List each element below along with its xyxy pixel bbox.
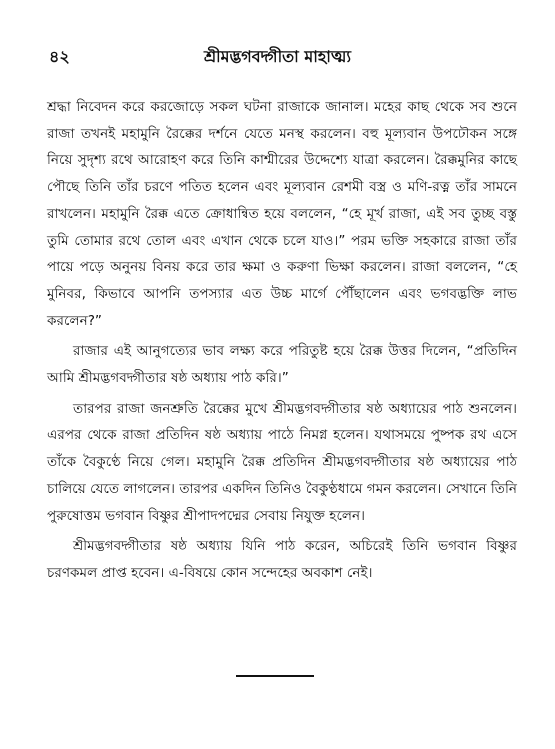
paragraph-2: রাজার এই আনুগত্যের ভাব লক্ষ্য করে পরিতুষ্ট হয়ে রৈক্ক উত্তর দিলেন, “প্রতিদিন আমি শ্রীমদ্ভগবদ্গীতার ষষ্ঠ অধ্যায় পাঠ করি।” xyxy=(47,343,517,387)
page-number: ৪২ xyxy=(49,47,70,66)
paragraph-4: শ্রীমদ্ভগবদ্গীতার ষষ্ঠ অধ্যায় যিনি পাঠ করেন, অচিরেই তিনি ভগবান বিষ্ণুর চরণকমল প্রাপ্ত হবেন। এ-বিষয়ে কোন সন্দেহের অবকাশ নেই। xyxy=(47,538,517,581)
section-end-rule xyxy=(236,675,314,677)
running-title: শ্রীমদ্ভগবদ্গীতা মাহাত্ম্য xyxy=(203,47,352,66)
paragraph-3: তারপর রাজা জনশ্রুতি রৈক্কের মুখে শ্রীমদ্ভগবদ্গীতার ষষ্ঠ অধ্যায়ের পাঠ শুনলেন। এরপর থেকে রাজা প্রতিদিন ষষ্ঠ অধ্যায় পাঠে নিমগ্ন হলেন। যথাসময়ে পুষ্পক রথ এসে তাঁকে বৈকুণ্ঠে নিয়ে গেল। মহামুনি রৈক্ক প্রতিদিন শ্রীমদ্ভগবদ্গীতার ষষ্ঠ অধ্যায়ের পাঠ চালিয়ে যেতে লাগলেন। তারপর একদিন তিনিও বৈকুণ্ঠধামে গমন করলেন। সেখানে তিনি পুরুষোত্তম ভগবান বিষ্ণুর শ্রীপাদপদ্মের সেবায় নিযুক্ত হলেন। xyxy=(47,400,517,524)
body-text xyxy=(47,94,517,587)
paragraph-1: শ্রদ্ধা নিবেদন করে করজোড়ে সকল ঘটনা রাজাকে জানাল। মহের কাছ থেকে সব শুনে রাজা তখনই মহামুনি রৈক্কের দর্শনে যেতে মনস্থ করলেন। বহু মূল্যবান উপঢৌকন সঙ্গে নিয়ে সুদৃশ্য রথে আরোহণ করে তিনি কাশ্মীরের উদ্দেশ্যে যাত্রা করলেন। রৈক্কমুনির কাছে পৌছে তিনি তাঁর চরণে পতিত হলেন এবং মূল্যবান রেশমী বস্ত্র ও মণি-রত্ন তাঁর সামনে রাখলেন। মহামুনি রৈক্ক এতে ক্রোধান্বিত হয়ে বললেন, “হে মূর্খ রাজা, এই সব তুচ্ছ বস্তু তুমি তোমার রথে তোল এবং এখান থেকে চলে যাও।” পরম ভক্তি সহকারে রাজা তাঁর পায়ে পড়ে অনুনয় বিনয় করে তার ক্ষমা ও করুণা ভিক্ষা করলেন। রাজা বললেন, “হে মুনিবর, কিভাবে আপনি তপস্যার এত উচ্চ মার্গে পৌঁছালেন এবং ভগবদ্ভক্তি লাভ করলেন?” xyxy=(47,99,517,329)
page-header xyxy=(0,44,555,76)
